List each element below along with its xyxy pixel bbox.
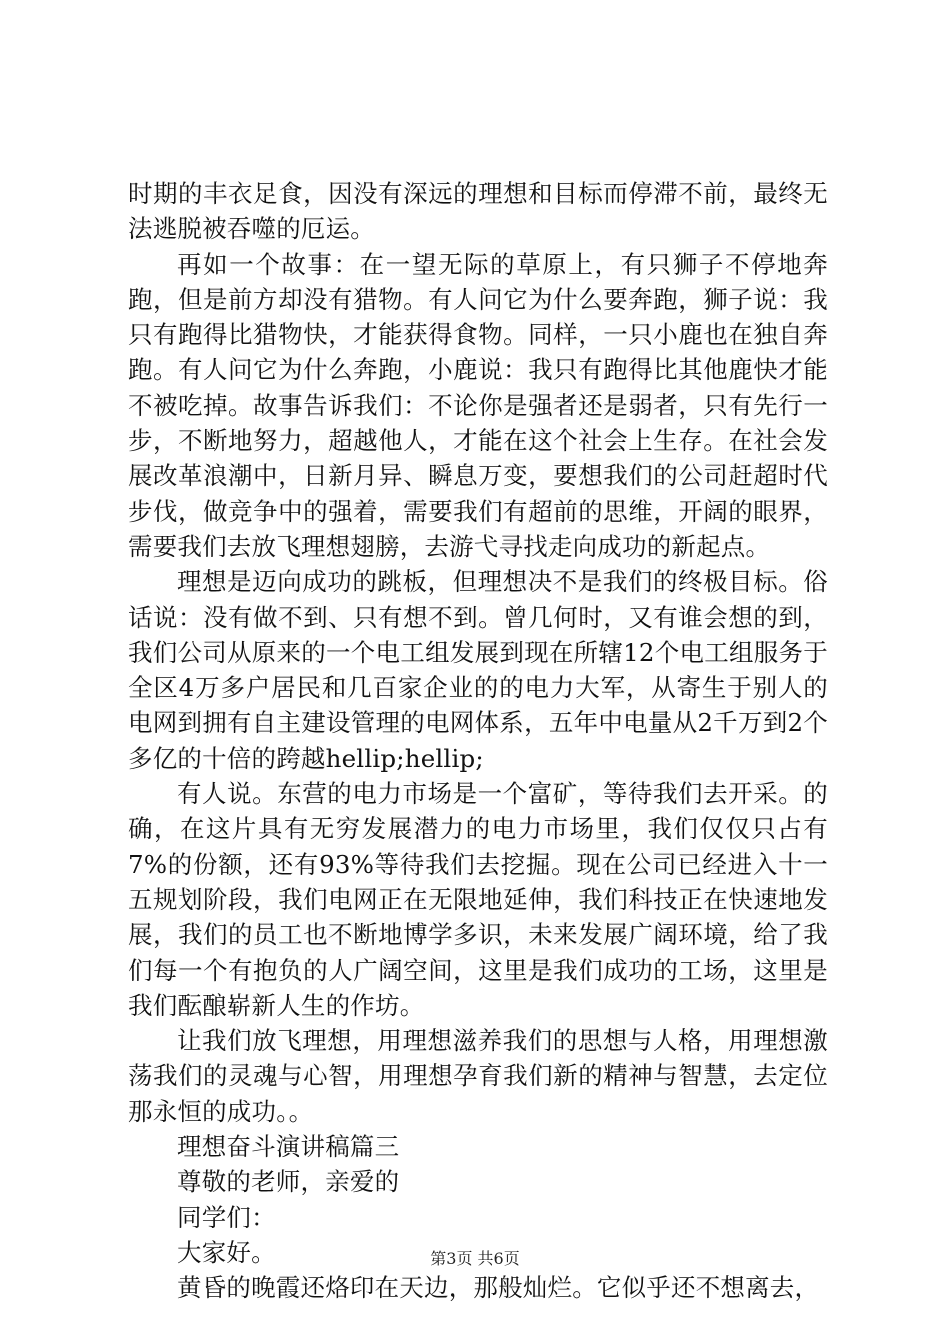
page-footer: 第3页 共6页: [430, 1249, 520, 1268]
greeting-line: 大家好。: [177, 1237, 276, 1267]
salutation-line-1: 尊敬的老师，亲爱的: [177, 1167, 400, 1197]
paragraph-power-market: 有人说。东营的电力市场是一个富矿，等待我们去开采。的确，在这片具有无穷发展潜力的电力市场里，我们仅仅只占有7%的份额，还有93%等待我们去挖掘。现在公司已经进入十一五规划阶段，我们电网正在无限地延伸，我们科技正在快速地发展，我们的员工也不断地博学多识，未来发展广阔环境，给了我们每一个有抱负的人广阔空间，这里是我们成功的工场，这里是我们酝酿崭新人生的作坊。: [128, 779, 828, 1020]
paragraph-continuation: 时期的丰衣足食，因没有深远的理想和目标而停滞不前，最终无法逃脱被吞噬的厄运。: [128, 179, 828, 244]
section-heading: 理想奋斗演讲稿篇三: [177, 1132, 400, 1162]
paragraph-ideal-springboard: 理想是迈向成功的跳板，但理想决不是我们的终极目标。俗话说：没有做不到、只有想不到。曾几何时，又有谁会想的到，我们公司从原来的一个电工组发展到现在所辖12个电工组服务于全区4万多户居民和几百家企业的的电力大军，从寄生于别人的电网到拥有自主建设管理的电网体系，五年中电量从2千万到2个多亿的十倍的跨越hellip;hellip;: [128, 567, 828, 773]
document-body: [128, 176, 828, 1306]
paragraph-sunset: 黄昏的晚霞还烙印在天边，那般灿烂。它似乎还不想离去，: [177, 1273, 820, 1303]
paragraph-conclusion: 让我们放飞理想，用理想滋养我们的思想与人格，用理想激荡我们的灵魂与心智，用理想孕育我们新的精神与智慧，去定位那永恒的成功。。: [128, 1026, 828, 1126]
salutation-line-2: 同学们：: [177, 1202, 276, 1232]
paragraph-lion-story: 再如一个故事：在一望无际的草原上，有只狮子不停地奔跑，但是前方却没有猎物。有人问它为什么要奔跑，狮子说：我只有跑得比猎物快，才能获得食物。同样，一只小鹿也在独自奔跑。有人问它为什么奔跑，小鹿说：我只有跑得比其他鹿快才能不被吃掉。故事告诉我们：不论你是强者还是弱者，只有先行一步，不断地努力，超越他人，才能在这个社会上生存。在社会发展改革浪潮中，日新月异、瞬息万变，要想我们的公司赶超时代步伐，做竞争中的强着，需要我们有超前的思维，开阔的眼界，需要我们去放飞理想翅膀，去游弋寻找走向成功的新起点。: [128, 249, 828, 561]
